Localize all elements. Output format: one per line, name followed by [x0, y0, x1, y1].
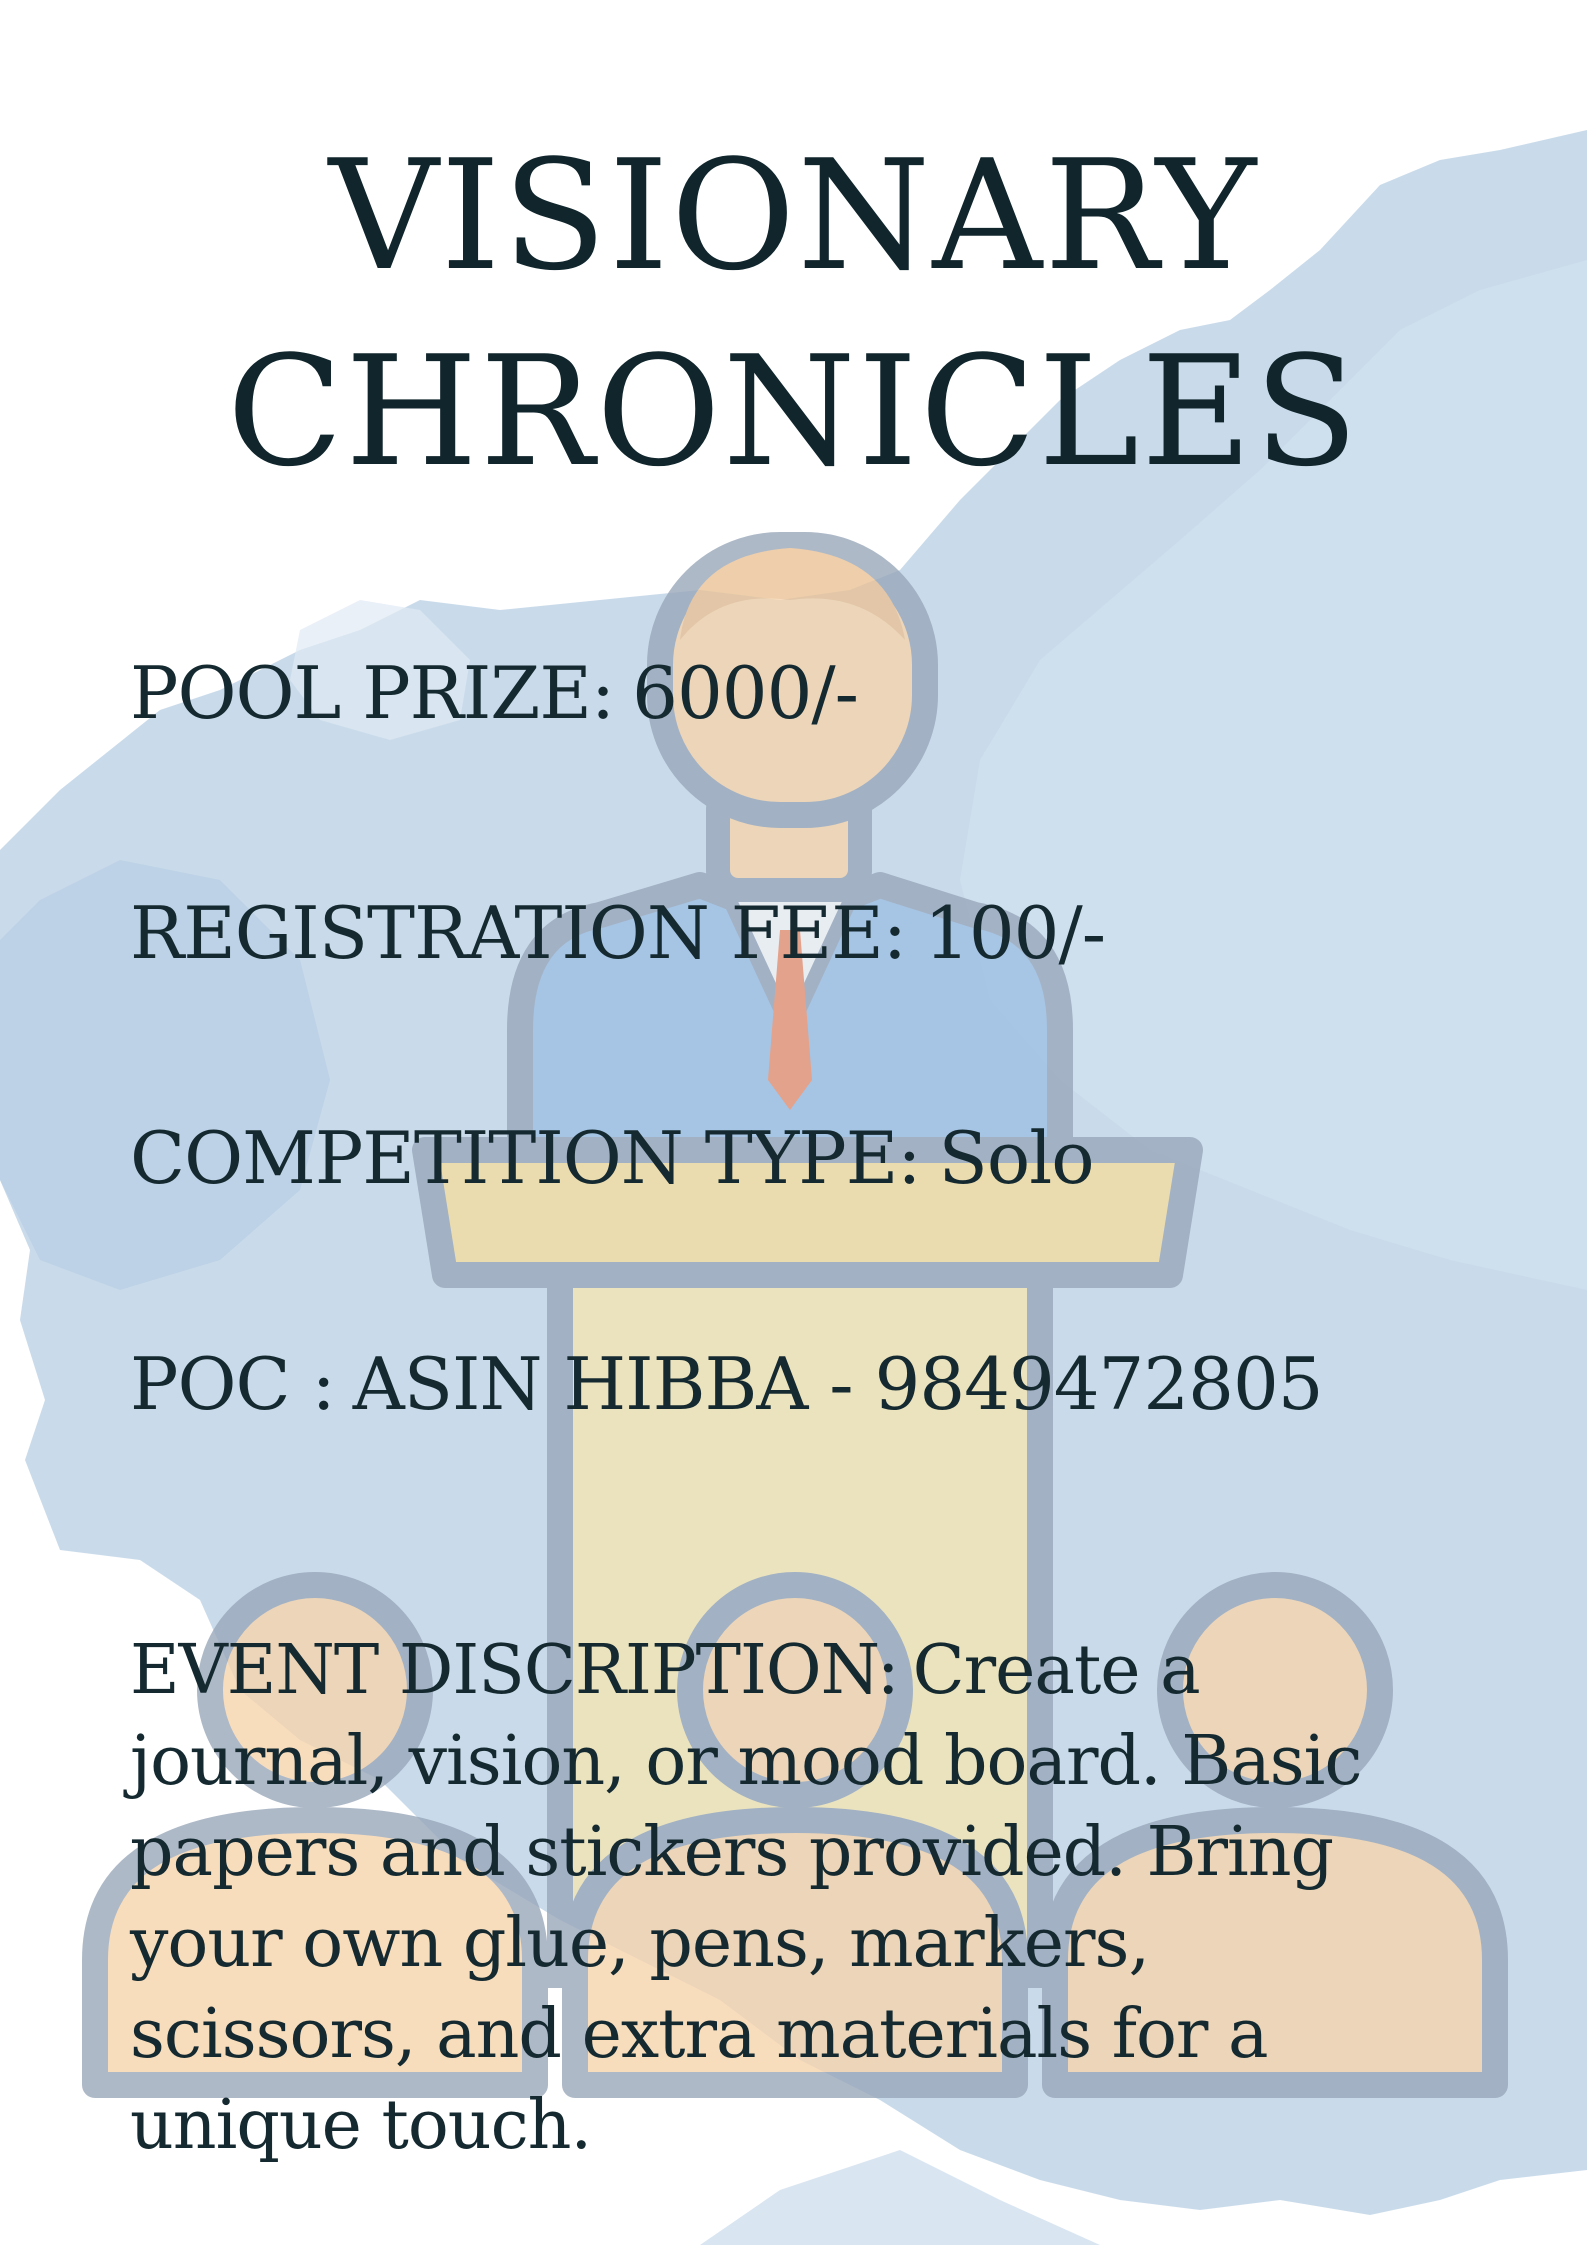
pool-prize-value: 6000/-: [632, 651, 858, 735]
poc-label: POC :: [130, 1342, 335, 1426]
event-description-text: Create a journal, vision, or mood board. Basic papers and stickers provided. Bring your own glue, pens, markers, scissors, and extra materials for a unique touch.: [130, 1631, 1362, 2165]
title-line-visionary: VISIONARY: [328, 127, 1259, 304]
event-description: [130, 1625, 1380, 2171]
registration-fee-label: REGISTRATION FEE:: [130, 891, 907, 975]
competition-type-value: Solo: [938, 1116, 1094, 1200]
competition-type-line: [130, 1116, 1094, 1200]
poc-value: ASIN HIBBA - 9849472805: [352, 1342, 1323, 1426]
registration-fee-value: 100/-: [924, 891, 1106, 975]
poster-title: [0, 127, 1587, 500]
competition-type-label: COMPETITION TYPE:: [130, 1116, 921, 1200]
title-line-chronicles: CHRONICLES: [226, 323, 1361, 500]
registration-fee-line: [130, 891, 1106, 975]
pool-prize-label: POOL PRIZE:: [130, 651, 615, 735]
event-description-label: EVENT DISCRIPTION:: [130, 1631, 899, 1710]
pool-prize-line: [130, 651, 858, 735]
poc-line: [130, 1342, 1323, 1426]
